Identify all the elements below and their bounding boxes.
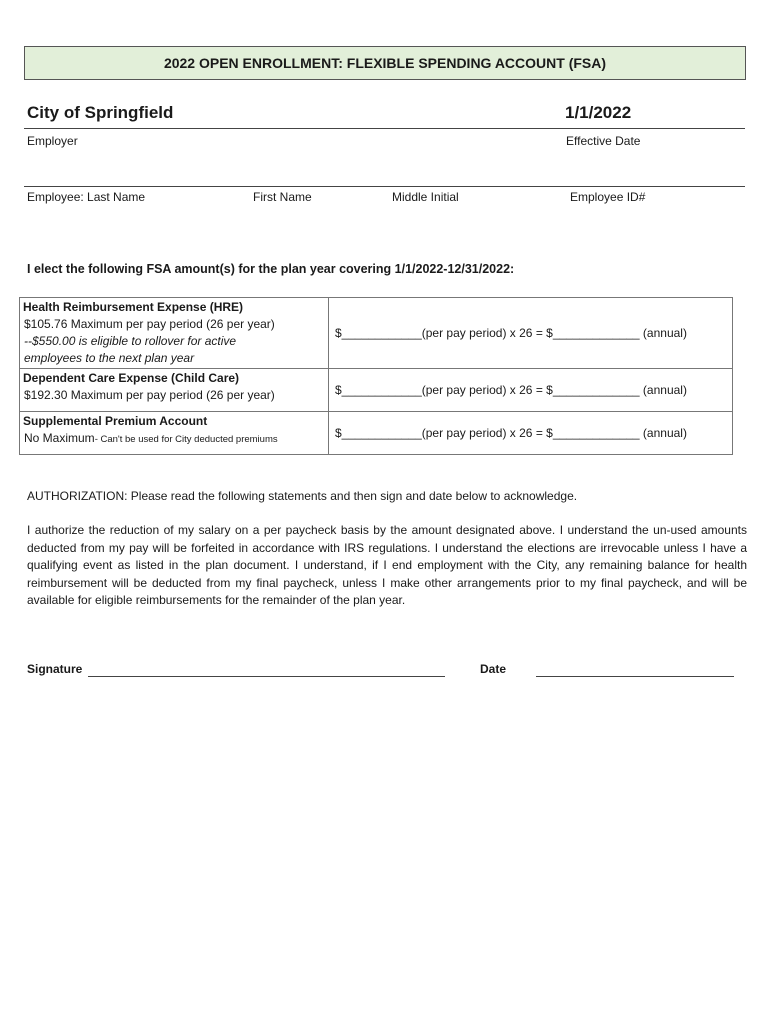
- rollover-note-cont: employees to the next plan year: [24, 351, 195, 365]
- employee-id-label: Employee ID#: [570, 190, 646, 204]
- authorization-heading: AUTHORIZATION: Please read the following statements and then sign and date below to acknowledge.: [27, 489, 578, 503]
- premium-note: - Can't be used for City deducted premiums: [94, 434, 278, 445]
- fsa-election-table: [19, 297, 733, 455]
- last-name-label: Employee: Last Name: [27, 190, 146, 204]
- account-title-supplemental: Supplemental Premium Account: [23, 414, 208, 428]
- account-description: [20, 369, 329, 412]
- election-statement: I elect the following FSA amount(s) for the plan year covering 1/1/2022-12/31/2022:: [27, 262, 515, 276]
- table-row: [20, 369, 733, 412]
- employer-name: City of Springfield: [27, 103, 174, 122]
- amount-field-hre[interactable]: $____________(per pay period) x 26 = $_____________ (annual): [329, 298, 733, 369]
- no-maximum-text: No Maximum: [24, 431, 95, 445]
- table-row: [20, 298, 733, 369]
- account-max: [23, 430, 325, 448]
- account-title-hre: Health Reimbursement Expense (HRE): [23, 300, 244, 314]
- date-label: Date: [480, 662, 507, 676]
- signature-label: Signature: [27, 662, 83, 676]
- account-description: [20, 298, 329, 369]
- form-title: 2022 OPEN ENROLLMENT: FLEXIBLE SPENDING ACCOUNT (FSA): [24, 46, 746, 80]
- table-row: [20, 412, 733, 455]
- account-description: [20, 412, 329, 455]
- amount-field-supplemental[interactable]: $____________(per pay period) x 26 = $_____________ (annual): [329, 412, 733, 455]
- authorization-body: I authorize the reduction of my salary on a per paycheck basis by the amount designated above. I understand the un-used amounts deducted from my pay will be forfeited in accordance with IRS regulations. I understand the elections are irrevocable unless I have a qualifying event as listed in the plan document. I understand, if I end employment with the City, any remaining balance for health reimbursement will be deducted from my final paycheck, unless I make other arrangements prior to my final paycheck, and will be available for eligible reimbursements for the remainder of the plan year.: [27, 523, 747, 607]
- signature-line[interactable]: [88, 676, 445, 677]
- effective-date-label: Effective Date: [566, 134, 641, 148]
- account-max: $105.76 Maximum per pay period (26 per year): [24, 317, 275, 331]
- employee-name-field[interactable]: [24, 186, 745, 187]
- effective-date-value: 1/1/2022: [565, 103, 632, 122]
- account-max: $192.30 Maximum per pay period (26 per year): [24, 388, 275, 402]
- first-name-label: First Name: [253, 190, 312, 204]
- employer-label: Employer: [27, 134, 78, 148]
- account-title-dependent-care: Dependent Care Expense (Child Care): [23, 371, 240, 385]
- rollover-note: --$550.00 is eligible to rollover for active: [24, 334, 237, 348]
- employer-rule: [24, 128, 745, 129]
- date-line[interactable]: [536, 676, 734, 677]
- middle-initial-label: Middle Initial: [392, 190, 459, 204]
- amount-field-dependent-care[interactable]: $____________(per pay period) x 26 = $_____________ (annual): [329, 369, 733, 412]
